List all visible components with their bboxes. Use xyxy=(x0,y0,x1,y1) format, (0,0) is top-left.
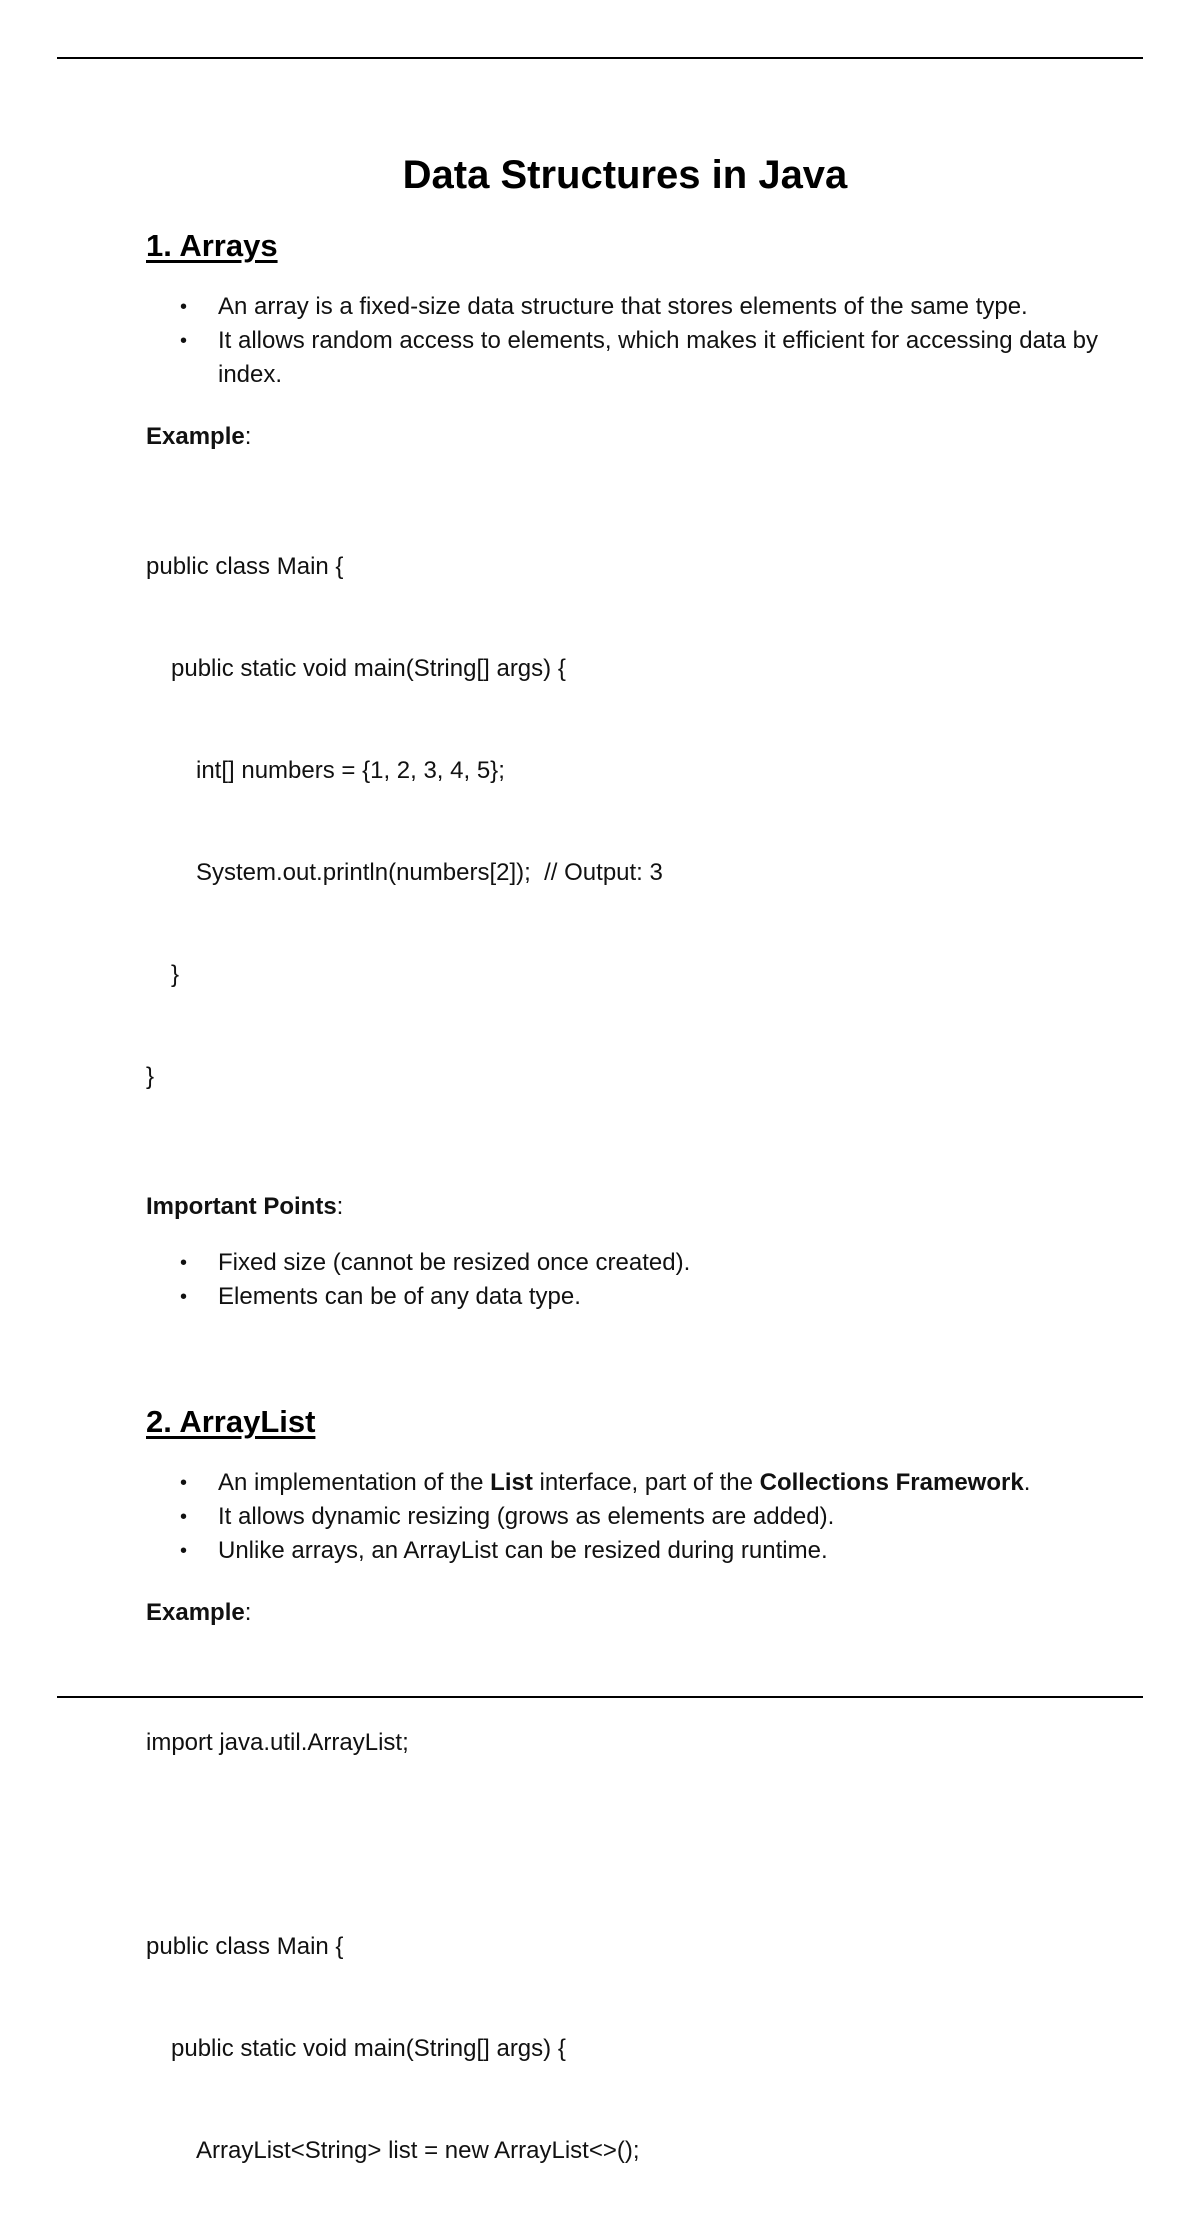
list-item xyxy=(146,1466,1106,1500)
list-item-text: An implementation of the List interface, part of the Collections Framework. xyxy=(218,1469,1031,1496)
list-item-text: It allows dynamic resizing (grows as elements are added). xyxy=(218,1503,835,1530)
bullet-icon: • xyxy=(180,1540,188,1562)
bullet-icon: • xyxy=(180,1506,188,1528)
arrays-code-example xyxy=(146,482,1106,1162)
code-line: System.out.println(numbers[2]); // Output: 3 xyxy=(196,859,663,886)
bold-term: Collections Framework xyxy=(759,1469,1024,1496)
code-line: public static void main(String[] args) { xyxy=(171,2035,566,2062)
example-label: Example: xyxy=(146,423,252,450)
bullet-icon: • xyxy=(180,1252,188,1274)
code-line: public static void main(String[] args) { xyxy=(171,655,566,682)
section-heading-arrays: 1. Arrays xyxy=(146,228,278,263)
code-line: ArrayList<String> list = new ArrayList<>(); xyxy=(196,2137,640,2164)
bullet-icon: • xyxy=(180,1472,188,1494)
bullet-icon: • xyxy=(180,296,188,318)
list-item-text: Elements can be of any data type. xyxy=(218,1283,581,1310)
important-points-label: Important Points: xyxy=(146,1193,344,1220)
list-item-text: It allows random access to elements, which makes it efficient for accessing data by index. xyxy=(218,327,1098,388)
code-line: } xyxy=(146,1063,155,1090)
list-item-text: Unlike arrays, an ArrayList can be resized during runtime. xyxy=(218,1537,828,1564)
important-points-list xyxy=(146,1246,1106,1314)
list-item xyxy=(146,324,1106,392)
document-title: Data Structures in Java xyxy=(402,153,848,197)
bullet-icon: • xyxy=(180,330,188,352)
list-item xyxy=(146,1246,1106,1280)
code-line: public class Main { xyxy=(146,1933,344,1960)
list-item-text: Fixed size (cannot be resized once created). xyxy=(218,1249,691,1276)
code-line: import java.util.ArrayList; xyxy=(146,1729,409,1756)
arraylist-bullet-list xyxy=(146,1466,1106,1568)
list-item xyxy=(146,1280,1106,1314)
bottom-rule xyxy=(57,1696,1143,1698)
arrays-bullet-list xyxy=(146,290,1106,392)
code-blank-line xyxy=(146,1828,1106,1862)
list-item xyxy=(146,1500,1106,1534)
bold-term: List xyxy=(490,1469,533,1496)
example-label: Example: xyxy=(146,1599,252,1626)
arraylist-code-example xyxy=(146,1658,1106,2236)
code-line: public class Main { xyxy=(146,553,344,580)
list-item xyxy=(146,290,1106,324)
bullet-icon: • xyxy=(180,1286,188,1308)
document-body xyxy=(146,148,1106,2236)
section-heading-arraylist: 2. ArrayList xyxy=(146,1404,316,1439)
code-line: } xyxy=(171,961,180,988)
code-line: int[] numbers = {1, 2, 3, 4, 5}; xyxy=(196,757,505,784)
top-rule xyxy=(57,57,1143,59)
list-item xyxy=(146,1534,1106,1568)
list-item-text: An array is a fixed-size data structure that stores elements of the same type. xyxy=(218,293,1028,320)
